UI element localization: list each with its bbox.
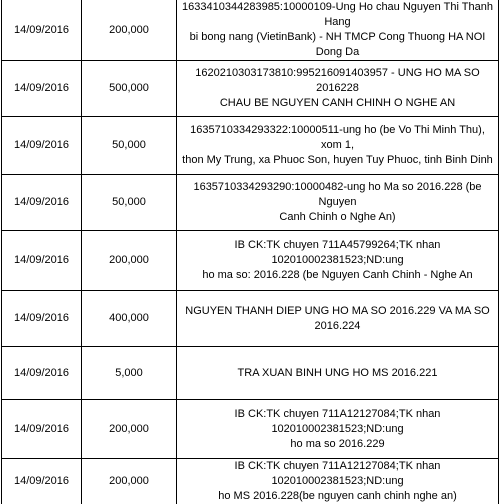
table-row — [2, 347, 499, 400]
amount-cell: 50,000 — [82, 117, 177, 175]
date-cell: 14/09/2016 — [2, 459, 82, 504]
description-line: TRA XUAN BINH UNG HO MS 2016.221 — [180, 366, 495, 381]
table-row — [2, 231, 499, 291]
table-row — [2, 117, 499, 175]
description-cell — [177, 231, 499, 291]
date-cell: 14/09/2016 — [2, 400, 82, 459]
table-row — [2, 175, 499, 231]
description-cell — [177, 61, 499, 117]
description-line: CHAU BE NGUYEN CANH CHINH O NGHE AN — [180, 96, 495, 111]
table-row — [2, 291, 499, 347]
description-cell — [177, 400, 499, 459]
table-row — [2, 459, 499, 504]
amount-cell: 400,000 — [82, 291, 177, 347]
description-cell — [177, 0, 499, 61]
date-cell: 14/09/2016 — [2, 61, 82, 117]
description-line: 1633410344283985:10000109-Ung Ho chau Nguyen Thi Thanh Hang — [180, 0, 495, 30]
description-line: IB CK:TK chuyen 711A45799264;TK nhan 102010002381523;ND:ung — [180, 238, 495, 268]
amount-cell: 200,000 — [82, 400, 177, 459]
description-line: 1635710334293290:10000482-ung ho Ma so 2016.228 (be Nguyen — [180, 180, 495, 210]
description-line: IB CK:TK chuyen 711A12127084;TK nhan 102010002381523;ND:ung — [180, 407, 495, 437]
amount-cell: 200,000 — [82, 231, 177, 291]
amount-cell: 5,000 — [82, 347, 177, 400]
table-row — [2, 400, 499, 459]
date-cell: 14/09/2016 — [2, 0, 82, 61]
description-cell — [177, 175, 499, 231]
description-line: ho MS 2016.228(be nguyen canh chinh nghe an) — [180, 489, 495, 504]
table-row — [2, 0, 499, 61]
date-cell: 14/09/2016 — [2, 117, 82, 175]
description-line: ho ma so: 2016.228 (be Nguyen Canh Chinh - Nghe An — [180, 268, 495, 283]
date-cell: 14/09/2016 — [2, 175, 82, 231]
description-line: IB CK:TK chuyen 711A12127084;TK nhan 102010002381523;ND:ung — [180, 459, 495, 489]
date-cell: 14/09/2016 — [2, 347, 82, 400]
amount-cell: 200,000 — [82, 0, 177, 61]
date-cell: 14/09/2016 — [2, 231, 82, 291]
table-row — [2, 61, 499, 117]
description-cell — [177, 459, 499, 504]
description-line: Canh Chinh o Nghe An) — [180, 210, 495, 225]
description-line: 1620210303173810:995216091403957 - UNG HO MA SO 2016228 — [180, 66, 495, 96]
description-line: bi bong nang (VietinBank) - NH TMCP Cong Thuong HA NOI Dong Da — [180, 30, 495, 60]
description-line: ho ma so 2016.229 — [180, 437, 495, 452]
description-cell — [177, 347, 499, 400]
description-line: 1635710334293322:10000511-ung ho (be Vo Thi Minh Thu), xom 1, — [180, 123, 495, 153]
amount-cell: 500,000 — [82, 61, 177, 117]
description-line: thon My Trung, xa Phuoc Son, huyen Tuy Phuoc, tinh Binh Dinh — [180, 153, 495, 168]
donation-table — [1, 0, 499, 504]
date-cell: 14/09/2016 — [2, 291, 82, 347]
description-cell — [177, 117, 499, 175]
amount-cell: 200,000 — [82, 459, 177, 504]
description-cell — [177, 291, 499, 347]
description-line: NGUYEN THANH DIEP UNG HO MA SO 2016.229 VA MA SO 2016.224 — [180, 304, 495, 334]
amount-cell: 50,000 — [82, 175, 177, 231]
